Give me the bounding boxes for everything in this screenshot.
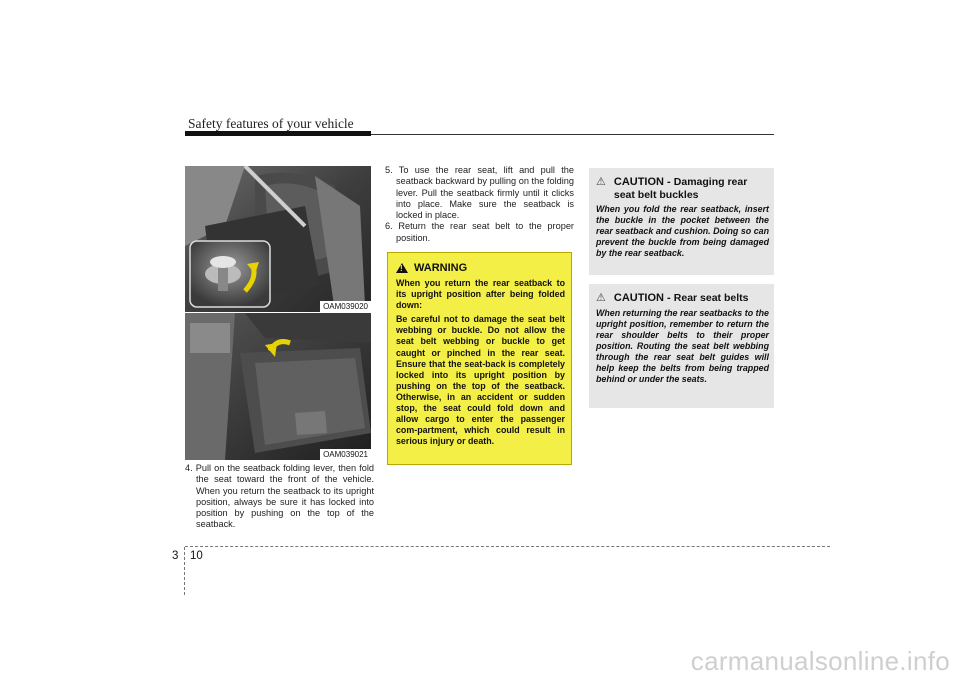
caution-triangle-icon: ⚠ [596, 292, 606, 304]
caution-label-2: CAUTION - [613, 292, 671, 304]
page-header-title: Safety features of your vehicle [188, 116, 354, 131]
footer-rule [185, 546, 830, 547]
figure-folded-seat [185, 313, 371, 460]
step-4-block [185, 463, 374, 531]
caution-body-1: When you fold the rear seatback, insert the buckle in the pocket between the rear seatback and cushion. Doing so can prevent the buckle from being damaged by the rear seatback. [596, 204, 769, 259]
figure-code-2: OAM039021 [320, 449, 371, 460]
watermark: carmanualsonline.info [690, 646, 950, 676]
figure-seatback-lever-image [185, 166, 371, 312]
caution-triangle-icon: ⚠ [596, 176, 606, 188]
caution-box-buckles [589, 168, 774, 275]
figure-seatback-lever [185, 166, 371, 312]
caution-body-2: When returning the rear seatbacks to the upright position, remember to return the rear shoulder belts to their proper position. Routing the seat belt webbing through the rear seat belt guides will help keep the belts from being trapped behind or under the seats. [596, 307, 769, 385]
figure-folded-seat-image [185, 313, 371, 460]
header-tab-bar [185, 131, 371, 136]
warning-triangle-icon: ! [396, 263, 408, 273]
caution-subtitle-2: Rear seat belts [673, 292, 749, 304]
figure-code-1: OAM039020 [320, 301, 371, 312]
step-6-text: 6. Return the rear seat belt to the proper position. [385, 221, 574, 243]
steps-5-6-block [385, 165, 574, 244]
warning-para-2: Be careful not to damage the seat belt webbing or buckle. Do not allow the seat belt webbing or buckle to get caught or pinched in the rear seat. Ensure that the seat-back is completely locked into its upright position by pushing on the top of the seatback. Otherwise, in an accident or sudden stop, the seat could fold down and allow cargo to enter the passenger com-partment, which could result in serious injury or death. [396, 314, 565, 447]
step-4-text: 4. Pull on the seatback folding lever, then fold the seat toward the front of the vehicle. When you return the seatback to its upright position, always be sure it has locked into position by pushing on the top of the seatback. [185, 463, 374, 530]
caution-title-2 [614, 292, 749, 305]
header-rule [371, 134, 774, 135]
footer-chapter-number: 3 [172, 550, 179, 562]
footer-page-number: 10 [190, 550, 203, 562]
step-5-text: 5. To use the rear seat, lift and pull the seatback backward by pulling on the folding lever. Pull the seatback firmly until it clicks into place. Make sure the seatback is locked in place. [385, 165, 574, 221]
caution-label-1: CAUTION - [613, 176, 671, 188]
footer-vertical-rule [184, 547, 185, 595]
warning-title: WARNING [414, 262, 468, 274]
caution-subtitle-1: Damaging rear seat belt buckles [613, 176, 748, 201]
warning-para-1: When you return the rear seatback to its upright position after being folded down: [396, 278, 565, 311]
caution-title-1 [614, 176, 769, 201]
caution-box-rear-belts [589, 284, 774, 408]
warning-box [387, 252, 572, 465]
